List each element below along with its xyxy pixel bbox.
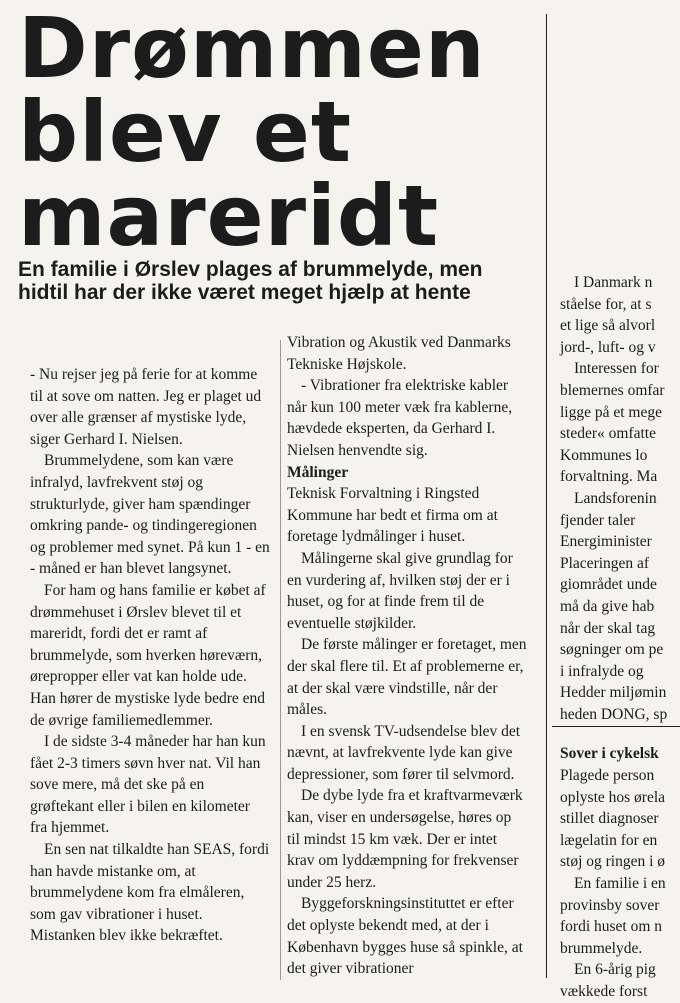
text-line: Hedder miljømin xyxy=(560,684,667,702)
paragraph: - Nu rejser jeg på ferie for at komme til at sove om natten. Jeg er plaget ud over alle grænser af mystiske lyde, siger Gerhard I. Nielsen. xyxy=(30,366,262,448)
text-line: brummelyde. xyxy=(560,939,643,957)
text-line: fordi huset om n xyxy=(560,918,663,936)
paragraph: For ham og hans familie er købet af drømmehuset i Ørslev blevet til et mareridt, fordi det er ramt af brummelyde, som hverken høreværn, ørepropper eller vat kan holde ude. Han hører de mystiske lyde bedre end de øvrige familiemedlemmer. xyxy=(30,581,266,729)
headline-line-1: Drømmen xyxy=(18,0,486,97)
text-line: ståelse for, at s xyxy=(560,295,652,313)
text-line: steder« omfatte xyxy=(560,425,656,443)
paragraph: Brummelydene, som kan være infralyd, lavfrekvent støj og strukturlyde, giver ham spændinger omkring pande- og tindingeregionen og problemer med synet. På kun 1 - en - måned er han blevet langsynet. xyxy=(30,452,270,578)
text-line: Plagede person xyxy=(560,767,655,785)
column-gutter xyxy=(280,340,281,980)
paragraph: De dybe lyde fra et kraftvarmeværk kan, viser en undersøgelse, høres op til mindst 15 km væk. Der er intet krav om lyddæmpning for frekvenser under 25 herz. xyxy=(287,787,523,891)
text-line: ligge på et mege xyxy=(560,403,662,421)
section-rule xyxy=(552,726,680,727)
paragraph: De første målinger er foretaget, men der skal flere til. Et af problemerne er, at der skal være vindstille, når der måles. xyxy=(287,636,527,719)
paragraph: En sen nat tilkaldte han SEAS, fordi han havde mistanke om, at brummelydene kom fra elmåleren, som gav vibrationer i huset. Mistanken blev ikke bekræftet. xyxy=(30,841,270,945)
article-column-2 xyxy=(287,332,527,980)
article-column-1 xyxy=(30,364,270,947)
text-line: giområdet unde xyxy=(560,576,657,594)
paragraph: Vibration og Akustik ved Danmarks Tekniske Højskole. xyxy=(287,334,511,373)
text-line: Energiminister xyxy=(560,533,652,551)
text-line: forvaltning. Ma xyxy=(560,468,658,486)
text-line: provinsby sover xyxy=(560,896,660,914)
text-line: et lige så alvorl xyxy=(560,317,656,335)
text-line: stillet diagnoser xyxy=(560,810,659,828)
text-line: jord-, luft- og v xyxy=(560,338,656,356)
text-line: Interessen for xyxy=(574,360,659,378)
headline-line-3: mareridt xyxy=(18,167,440,265)
text-line: oplyste hos ørela xyxy=(560,788,666,806)
text-line: når der skal tag xyxy=(560,619,656,637)
section-heading: Målinger xyxy=(287,463,349,481)
text-line: blemernes omfar xyxy=(560,381,665,399)
text-line: heden DONG, sp xyxy=(560,705,668,723)
paragraph: Teknisk Forvaltning i Ringsted Kommune har bedt et firma om at foretage lydmålinger i huset. xyxy=(287,485,498,546)
column-divider xyxy=(546,14,547,978)
paragraph: Målingerne skal give grundlag for en vurdering af, hvilken støj der er i huset, og for at finde frem til de eventuelle støjkilder. xyxy=(287,549,513,632)
paragraph: - Vibrationer fra elektriske kabler når kun 100 meter væk fra kablerne, hævdede eksperten, da Gerhard I. Nielsen henvendte sig. xyxy=(287,377,513,459)
headline xyxy=(18,0,538,265)
article-column-3-cropped xyxy=(560,272,680,1003)
text-line: må da give hab xyxy=(560,597,655,615)
text-line: Landsforenin xyxy=(574,489,657,507)
headline-line-2: blev et xyxy=(18,83,353,181)
text-line: En 6-årig pig xyxy=(574,961,656,979)
subheadline: En familie i Ørslev plages af brummelyde, men hidtil har der ikke været meget hjælp at hente xyxy=(18,258,483,304)
text-line: i infralyde og xyxy=(560,662,644,680)
paragraph: Byggeforskningsinstituttet er efter det oplyste bekendt med, at der i København bygges huse så spinkle, at det giver vibrationer xyxy=(287,895,523,978)
text-line: fjender taler xyxy=(560,511,636,529)
text-line: I Danmark n xyxy=(574,274,653,291)
text-line: søgninger om pe xyxy=(560,641,664,659)
text-line: lægelatin for en xyxy=(560,831,658,849)
paragraph: I de sidste 3-4 måneder har han kun fået 2-3 timers søvn hver nat. Vil han sove mere, må det ske på en grøftekant eller i bilen en kilometer fra hjemmet. xyxy=(30,733,266,837)
text-line: vækkede forst xyxy=(560,983,648,1000)
text-line: Kommunes lo xyxy=(560,446,648,464)
text-line: Placeringen af xyxy=(560,554,650,572)
section-heading: Sover i cykelsk xyxy=(560,745,659,763)
text-line: støj og ringen i ø xyxy=(560,853,666,871)
paragraph: I en svensk TV-udsendelse blev det nævnt, at lavfrekvente lyde kan give depressioner, som fører til selvmord. xyxy=(287,722,521,783)
text-line: En familie i en xyxy=(574,875,666,893)
